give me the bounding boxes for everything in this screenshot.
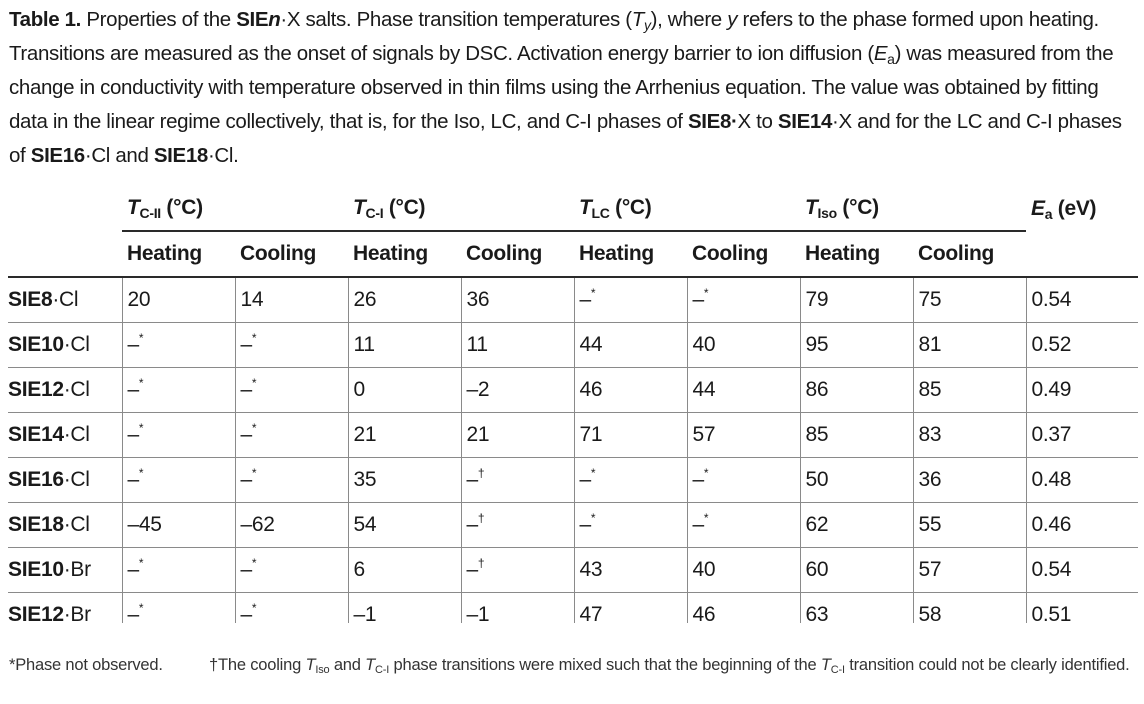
table-cell [461,547,574,592]
table-cell [800,502,913,547]
table-cell [687,412,800,457]
compound-name: SIE12 [8,602,64,623]
table-row [8,457,1138,502]
table-cell [235,367,348,412]
cell-value: – [240,467,252,491]
cell-value: 57 [692,422,716,446]
table-cell [122,592,235,623]
caption-text: ·X salts. Phase transition temperatures ( [280,8,632,31]
table-row [8,367,1138,412]
table-cell [122,412,235,457]
cell-value: – [692,287,704,311]
cell-value: 40 [692,332,716,356]
compound-ion: ·Br [63,557,91,581]
header-t-ci: $T_{C-I}$ (°C) [353,196,426,221]
table-cell [235,502,348,547]
cell-value: – [466,467,478,491]
table-cell [122,322,235,367]
table-cell [800,547,913,592]
cell-value: 46 [692,602,716,623]
table-cell [913,412,1026,457]
cell-value: – [240,602,252,623]
cell-value: – [240,377,252,401]
table-cell [122,502,235,547]
table-cell [348,367,461,412]
cell-value: – [127,332,139,356]
table-cell [800,277,913,322]
row-compound-cell [8,547,122,592]
table-cell [913,457,1026,502]
table-footnotes [9,654,1139,677]
caption-label: Table 1. [9,8,82,31]
caption-text: ·Cl. [207,144,239,167]
table-cell [800,367,913,412]
cell-footnote-mark: * [703,510,709,525]
cell-value: 6 [353,557,365,581]
caption-text: a [887,51,895,67]
table-cell [348,322,461,367]
table-row [8,502,1138,547]
caption-text: y [643,17,651,33]
table-cell [1026,457,1138,502]
corner-cell [1026,231,1138,277]
cell-value: 54 [353,512,377,536]
cell-value: 40 [692,557,716,581]
table-cell [574,367,687,412]
cell-footnote-mark: * [251,375,257,390]
table-cell [461,592,574,623]
header-t-cii: $T_{C-II}$ (°C) [127,196,203,221]
table-cell [800,457,913,502]
cell-value: – [466,557,478,581]
table-cell [122,277,235,322]
subheader-cell: Cooling [461,231,574,277]
table-cell [800,592,913,623]
caption-text: refers to the phase formed upon heating. Transitions are measured as the onset of signals by DSC. Activation energy barrier to ion diffusion ( [9,8,1099,65]
table-cell [913,502,1026,547]
table-cell [687,457,800,502]
cell-footnote-mark: * [251,555,257,570]
subheader-cell: Cooling [687,231,800,277]
cell-value: 35 [353,467,377,491]
cell-footnote-mark: * [703,465,709,480]
cell-value: 36 [918,467,942,491]
cell-value: 0.52 [1031,332,1072,356]
table-cell [235,547,348,592]
table-cell [687,547,800,592]
cell-value: 57 [918,557,942,581]
cell-value: 0.51 [1031,602,1072,623]
table-cell [235,322,348,367]
compound-ion: ·Cl [63,512,90,536]
table-cell [235,592,348,623]
table-cell [913,592,1026,623]
compound-name: SIE18 [8,512,64,536]
cell-value: 50 [805,467,829,491]
table-body [8,277,1138,623]
cell-value: – [579,467,591,491]
compound-name: SIE16 [8,467,64,491]
table-row [8,277,1138,322]
compound-ion: ·Cl [63,422,90,446]
cell-value: – [240,332,252,356]
table-cell [1026,592,1138,623]
table-cell [461,457,574,502]
cell-value: 0.54 [1031,557,1072,581]
cell-value: – [240,557,252,581]
cell-value: 43 [579,557,603,581]
cell-footnote-mark: * [590,510,596,525]
cell-value: –62 [240,512,275,536]
cell-value: 75 [918,287,942,311]
compound-ion: ·Cl [63,332,90,356]
footnote-dagger: †The cooling $T_{Iso}$ and $T_{C-I}$ phase transitions were mixed such that the beginning of the $T_{C-I}$ transition could not be clearly identified. [209,656,1130,676]
cell-footnote-mark: * [138,555,144,570]
cell-value: – [127,557,139,581]
cell-value: 55 [918,512,942,536]
row-compound-cell [8,457,122,502]
compound-ion: ·Cl [63,377,90,401]
cell-value: 63 [805,602,829,623]
cell-footnote-mark: † [477,555,485,570]
caption-text: SIE14 [777,110,833,133]
cell-value: – [127,422,139,446]
cell-value: 86 [805,377,829,401]
compound-name: SIE10 [8,332,64,356]
compound-name: SIE8 [8,287,53,311]
cell-value: 14 [240,287,264,311]
table-cell [235,457,348,502]
table-cell [348,592,461,623]
cell-value: 47 [579,602,603,623]
cell-value: 85 [918,377,942,401]
table-cell [574,322,687,367]
table-row [8,547,1138,592]
table-cell [122,457,235,502]
cell-footnote-mark: * [138,420,144,435]
table-cell [235,412,348,457]
caption-text: X to [737,110,778,133]
header-t-iso: $T_{Iso}$ (°C) [805,196,879,221]
table-cell [122,367,235,412]
table-cell [913,547,1026,592]
cell-footnote-mark: * [590,285,596,300]
table-cell [1026,322,1138,367]
caption-text: SIE [236,8,269,31]
cell-value: –1 [353,602,377,623]
table-cell [687,367,800,412]
table-cell [574,412,687,457]
cell-footnote-mark: † [477,465,485,480]
cell-footnote-mark: * [590,465,596,480]
compound-name: SIE14 [8,422,64,446]
cell-value: 11 [353,332,375,356]
table-cell [461,277,574,322]
footnote-star: *Phase not observed. [9,656,163,674]
cell-value: 0.54 [1031,287,1072,311]
table-cell [122,547,235,592]
subheader-cell: Cooling [235,231,348,277]
table-cell [1026,547,1138,592]
cell-footnote-mark: † [477,510,485,525]
cell-value: – [466,512,478,536]
cell-value: 11 [466,332,488,356]
table-cell [574,277,687,322]
caption-text: Properties of the [81,8,237,31]
cell-footnote-mark: * [251,465,257,480]
table-cell [348,412,461,457]
cell-footnote-mark: * [251,600,257,615]
subheader-cell: Cooling [913,231,1026,277]
row-compound-cell [8,367,122,412]
compound-ion: ·Cl [63,467,90,491]
cell-value: 36 [466,287,490,311]
table-cell [461,412,574,457]
header-t-lc: $T_{LC}$ (°C) [579,196,652,221]
cell-value: 46 [579,377,603,401]
cell-value: 71 [579,422,603,446]
cell-value: 0.49 [1031,377,1072,401]
table-cell [348,502,461,547]
table-row [8,592,1138,623]
table-row [8,412,1138,457]
table-cell [1026,277,1138,322]
caption-text: ·X and for the LC and C-I phases of [9,110,1122,167]
caption-text: ) was measured from the change in conductivity with temperature observed in thin films using the Arrhenius equation. The value was obtained by fitting data in the linear regime collectively, that is, for the Iso, LC, and C-I phases of [9,42,1114,133]
row-compound-cell [8,277,122,322]
properties-table-container [8,186,1138,623]
table-cell [687,592,800,623]
table-cell [913,322,1026,367]
cell-footnote-mark: * [138,465,144,480]
caption-text: n [268,8,281,31]
cell-value: – [692,512,704,536]
cell-value: 26 [353,287,377,311]
corner-cell [8,231,122,277]
table-cell [1026,502,1138,547]
caption-text: ), where [650,8,728,31]
cell-value: 20 [127,287,151,311]
cell-value: –1 [466,602,490,623]
table-cell [800,412,913,457]
table-caption [9,3,1137,173]
table-cell [574,457,687,502]
table-cell [461,367,574,412]
table-cell [687,277,800,322]
cell-value: 0.37 [1031,422,1072,446]
cell-value: 44 [579,332,603,356]
cell-value: 85 [805,422,829,446]
cell-footnote-mark: * [251,420,257,435]
table-cell [1026,412,1138,457]
compound-name: SIE12 [8,377,64,401]
cell-footnote-mark: * [703,285,709,300]
cell-footnote-mark: * [138,600,144,615]
row-compound-cell [8,322,122,367]
caption-text: T [631,8,644,31]
table-cell [574,547,687,592]
cell-value: – [127,377,139,401]
subheader-cell: Heating [800,231,913,277]
cell-value: 0 [353,377,365,401]
table-cell [800,322,913,367]
table-cell [913,367,1026,412]
cell-footnote-mark: * [138,330,144,345]
table-cell [461,322,574,367]
cell-value: – [240,422,252,446]
table-cell [687,502,800,547]
cell-value: – [127,602,139,623]
cell-value: 21 [353,422,377,446]
row-compound-cell [8,502,122,547]
cell-value: 0.48 [1031,467,1072,491]
compound-ion: ·Cl [52,287,79,311]
table-cell [348,277,461,322]
row-compound-cell [8,412,122,457]
caption-text: SIE8· [687,110,738,133]
cell-value: 60 [805,557,829,581]
subheader-cell: Heating [122,231,235,277]
corner-cell [8,186,122,231]
compound-ion: ·Br [63,602,91,623]
properties-table [8,186,1138,623]
table-cell [348,547,461,592]
cell-value: 83 [918,422,942,446]
caption-text: SIE18 [153,144,208,167]
cell-value: –2 [466,377,490,401]
cell-value: 95 [805,332,829,356]
caption-text: SIE16 [30,144,85,167]
header-ea: $E_a$ (eV) [1031,196,1097,222]
subheader-cell: Heating [574,231,687,277]
compound-name: SIE10 [8,557,64,581]
caption-text: ·Cl and [84,144,154,167]
cell-value: –45 [127,512,162,536]
cell-footnote-mark: * [138,375,144,390]
cell-value: – [579,287,591,311]
cell-value: – [127,467,139,491]
table-cell [574,502,687,547]
cell-value: 44 [692,377,716,401]
table-cell [687,322,800,367]
cell-value: – [579,512,591,536]
table-cell [348,457,461,502]
subheader-cell: Heating [348,231,461,277]
cell-value: 81 [918,332,942,356]
cell-value: 79 [805,287,829,311]
table-cell [1026,367,1138,412]
cell-value: 62 [805,512,829,536]
row-compound-cell [8,592,122,623]
cell-value: 21 [466,422,490,446]
table-cell [574,592,687,623]
table-cell [461,502,574,547]
cell-value: 0.46 [1031,512,1072,536]
caption-text: y [727,8,738,31]
table-cell [913,277,1026,322]
cell-value: 58 [918,602,942,623]
caption-text: E [873,42,888,65]
cell-footnote-mark: * [251,330,257,345]
table-row [8,322,1138,367]
table-cell [235,277,348,322]
cell-value: – [692,467,704,491]
